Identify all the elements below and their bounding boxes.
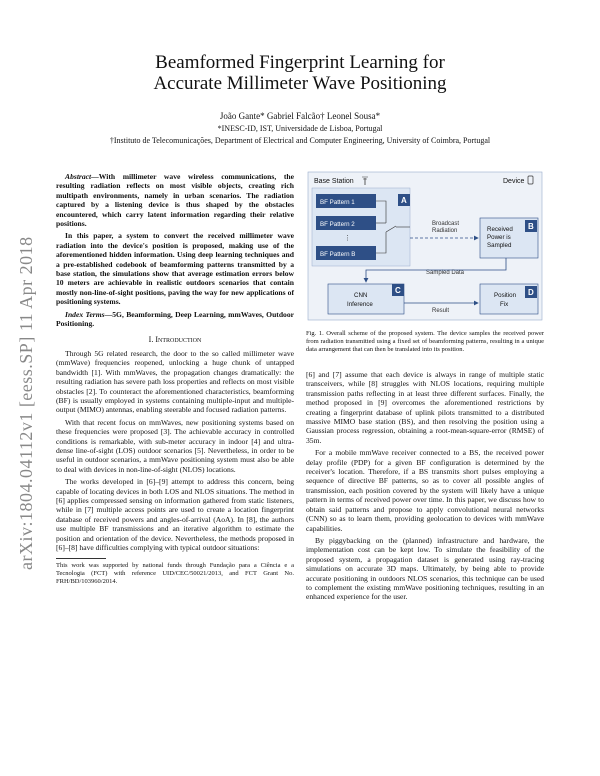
position-label-2: Fix [500, 301, 509, 308]
title-line-1: Beamformed Fingerprint Learning for [155, 52, 445, 73]
right-p1: [6] and [7] assume that each device is always in range of multiple static transceivers, while [8] struggles with NLOS locations, requiring multiple transmission paths reflecting in at least three different surfaces. Finally, the method proposed in [9] overcomes the aforementioned restrictions by creating a fingerprint database of uplink pilots transmitted to a distributed massive MIMO base station (BS), and then resolving the position using a Gaussian process regression, obtaining a root-mean-square-error (RMSE) of 35m. [306, 370, 544, 445]
sampled-data-label: Sampled Data [426, 270, 465, 276]
device-label: Device [503, 178, 525, 185]
affiliation-2: †Instituto de Telecomunicações, Department of Electrical and Computer Engineering, University of Coimbra, Portugal [109, 136, 491, 145]
system-diagram [306, 170, 544, 322]
index-terms: —5G, Beamforming, Deep Learning, mmWaves, Outdoor Positioning. [56, 309, 295, 329]
cnn-label-2: Inference [347, 301, 373, 308]
footnote: This work was supported by national funds through Fundação para a Ciência e a Tecnologia (FCT) with reference UID/CEC/50021/2013, and FCT Grant No. FRH/BD/103960/2014. [56, 562, 294, 586]
right-p2: For a mobile mmWave receiver connected to a BS, the received power delay profile (PDP) for a given BF configuration is determined by the receiver's location. Therefore, if a BS transmits short pulses employing a sequence of directive BF patterns, so as to cover all possible angles of transmission, each position covered by the system will likely have a unique pattern in terms of received power over time. In this paper, we discuss how to obtain said patterns and propose to apply convolutional neural networks (CNN) so as to learn them, providing geolocation to devices with mmWave capabilities. [306, 448, 544, 533]
intro-p2: With that recent focus on mmWaves, new positioning systems based on these frequencies were proposed [3]. The achievable accuracy in controlled conditions is remarkable, with sub-meter accuracy in indoor [4] and ultra-dense line-of-sight (LOS) outdoor scenarios [5]. Nevertheless, in order to be useful in outdoor scenarios, a mmWave positioning system must also be able to deal with devices in non-line-of-sight (NLOS) locations. [56, 417, 294, 474]
figure-caption: Fig. 1. Overall scheme of the proposed system. The device samples the received power from radiation transmitted using a fixed set of beamforming patterns, resulting in a unique data arrangement that can then be translated into its position. [306, 330, 544, 353]
base-station-label: Base Station [314, 178, 354, 185]
bf-pattern-b: BF Pattern B [320, 251, 356, 258]
intro-p3: The works developed in [6]–[9] attempt to address this concern, being capable of locating devices in both LOS and NLOS situations. The method in [6] applies compressed sensing on information gathered from static listeners, while in [7] multiple access points are used to create a location fingerprint database of received powers and angles-of-arrival (AoA). In [8], the authors use multiple BF transmissions and an iterative algorithm to estimate the position and orientation of the device. Nevertheless, the methods proposed in [6]–[8] have difficulties complying with typical outdoor situations: [56, 477, 294, 553]
section-heading-introduction: I. Introduction [148, 334, 202, 344]
bf-pattern-2: BF Pattern 2 [320, 221, 355, 228]
bf-pattern-1: BF Pattern 1 [320, 199, 355, 206]
arxiv-id: arXiv:1804.04112v1 [eess.SP] 11 Apr 2018 [16, 236, 36, 570]
received-label-1: Received [487, 226, 513, 233]
received-label-3: Sampled [487, 242, 512, 249]
broadcast-label-1: Broadcast [432, 221, 460, 227]
tag-c: C [395, 286, 401, 295]
abstract-p2: In this paper, a system to convert the received millimeter wave radiation into the device's position is proposed, making use of the aforementioned hidden information. Using deep learning techniques and a pre-established codebook of beamforming patterns transmitted by a base station, the simulations show that average estimation errors below 10 meters are achievable in realistic outdoors scenarios that contain mostly non-line-of-sight positions, paving the way for new applications of positioning systems. [56, 231, 294, 307]
right-column [306, 370, 544, 605]
result-label: Result [432, 308, 450, 314]
abstract [56, 172, 294, 329]
affiliation-1: *INESC-ID, IST, Universidade de Lisboa, Portugal [217, 124, 383, 133]
paper-title [0, 52, 600, 94]
footnote-rule [56, 558, 106, 559]
intro-p1: Through 5G related research, the door to the so called millimeter wave (mmWave) frequencies reopened, unlocking a huge chunk of untapped bandwidth [1]. With mmWaves, the propagation changes dramatically: the resulting radiation has severe path loss properties and reflects on most visible obstacles [2]. To counteract the aforementioned characteristics, beamforming (BF) is usually employed in systems containing multiple-input and multiple-output (MIMO) antennas, enabling steerable and focused radiation patterns. [56, 348, 294, 415]
left-column [56, 172, 294, 586]
tag-d: D [528, 288, 534, 297]
tag-b: B [528, 222, 534, 231]
bf-pattern-ellipsis: ⋮ [344, 235, 351, 242]
tag-a: A [401, 196, 407, 205]
received-label-2: Power is [487, 234, 511, 241]
title-line-2: Accurate Millimeter Wave Positioning [153, 73, 447, 94]
right-p3: By piggybacking on the (planned) infrastructure and hardware, the implementation cost can be kept low. To simulate the feasibility of the proposed system, a propagation dataset is generated using ray-tracing simulations on accurate 3D maps. Ultimately, by being able to provide accurate positioning in outdoors NLOS scenarios, this technique can be used to complement the existing mmWave positioning techniques, resulting in an enhanced experience for the user. [306, 535, 544, 602]
position-label-1: Position [494, 292, 517, 299]
author-list: João Gante* Gabriel Falcão† Leonel Sousa* [219, 111, 381, 121]
arxiv-stamp [4, 200, 36, 570]
cnn-label-1: CNN [354, 292, 368, 299]
index-terms-label: Index Terms [65, 309, 105, 319]
broadcast-label-2: Radiation [432, 228, 458, 234]
abstract-p1: —With millimeter wave wireless communications, the resulting radiation reflects on most visible objects, creating rich multipath environments, namely in urban scenarios. The radiation captured by a listening device is thus shaped by the obstacles encountered, which carry latent information regarding their relative positions. [56, 172, 294, 229]
abstract-label: Abstract [65, 172, 92, 181]
